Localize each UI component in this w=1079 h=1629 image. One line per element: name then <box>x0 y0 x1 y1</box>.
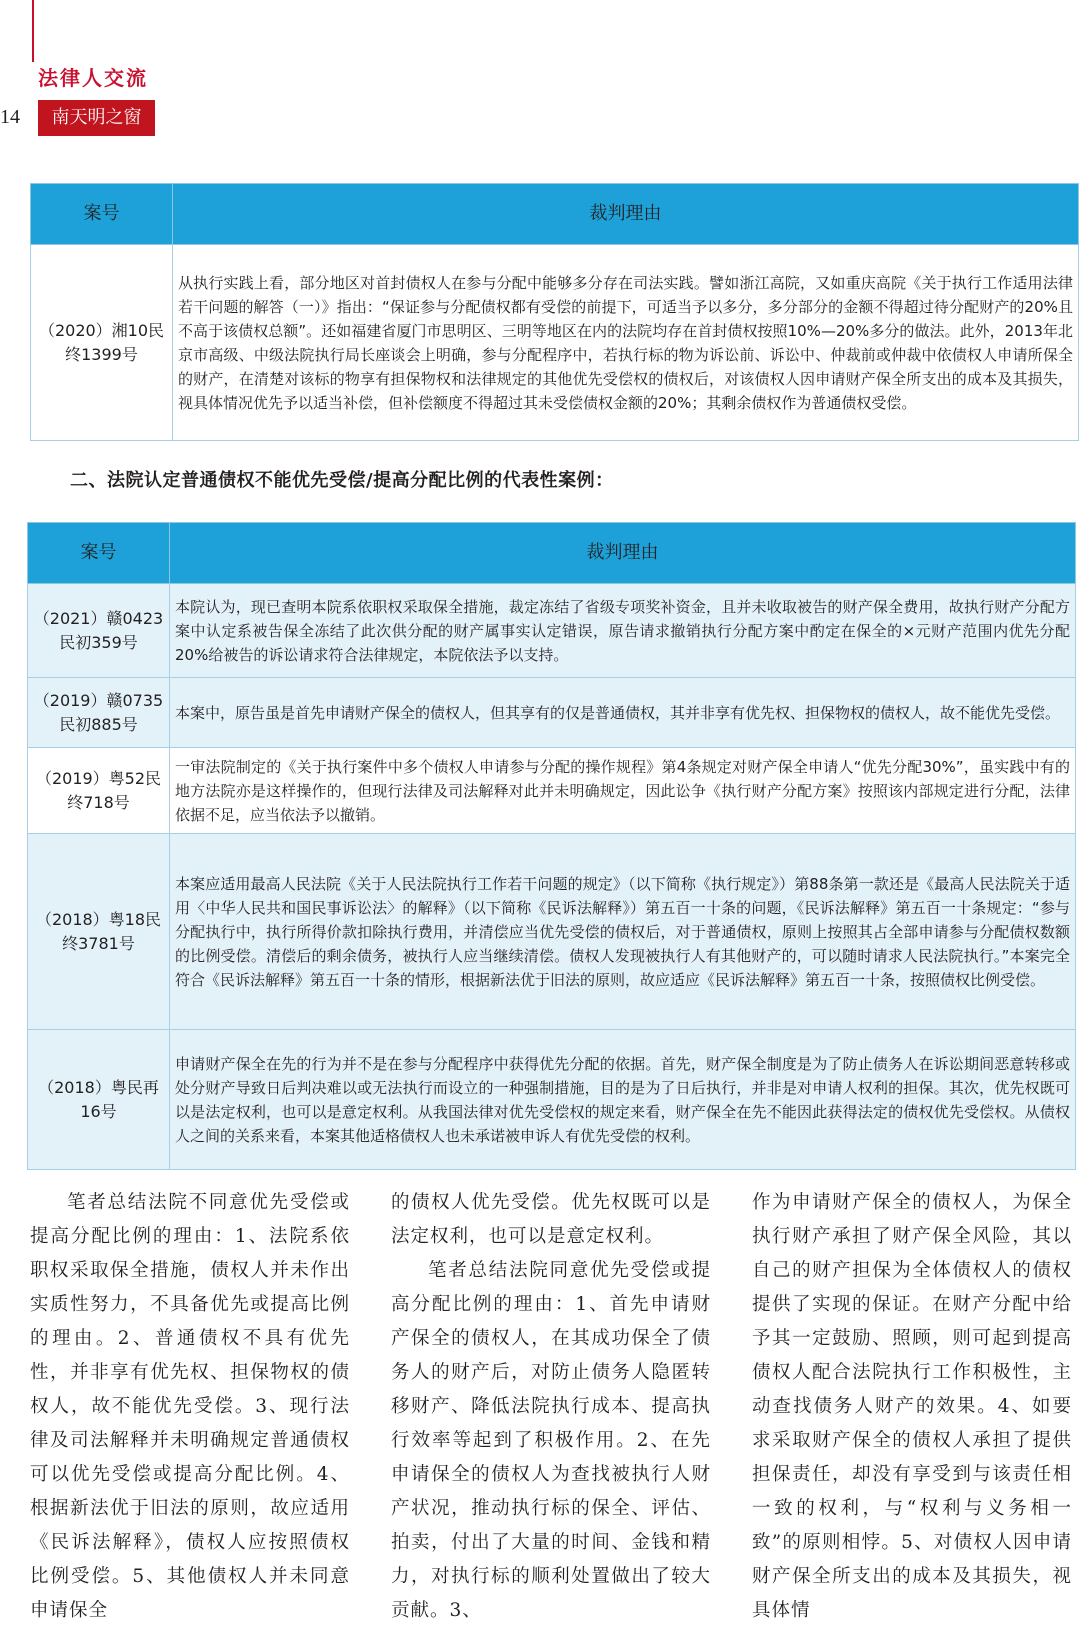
case-reason: 本案中，原告虽是首先申请财产保全的债权人，但其享有的仅是普通债权，其并非享有优先权、担保物权的债权人，故不能优先受偿。 <box>170 678 1076 748</box>
case-table-2 <box>27 522 1076 1170</box>
header-case-no: 案号 <box>31 184 173 245</box>
case-table-1 <box>30 183 1079 441</box>
body-column-2 <box>391 1186 711 1629</box>
case-reason: 从执行实践上看，部分地区对首封债权人在参与分配中能够多分存在司法实践。譬如浙江高院，又如重庆高院《关于执行工作适用法律若干问题的解答（一）》指出：“保证参与分配债权都有受偿的前提下，可适当予以多分，多分部分的金额不得超过待分配财产的20%且不高于该债权总额”。还如福建省厦门市思明区、三明等地区在内的法院均存在首封债权按照10%—20%多分的做法。此外，2013年北京市高级、中级法院执行局长座谈会上明确，参与分配程序中，若执行标的物为诉讼前、诉讼中、仲裁前或仲裁中依债权人申请所保全的财产，在清楚对该标的物享有担保物权和法律规定的其他优先受偿权的债权后，对该债权人因申请财产保全所支出的成本及其损失，视具体情况优先予以适当补偿，但补偿额度不得超过其未受偿债权金额的20%；其剩余债权作为普通债权受偿。 <box>173 245 1079 441</box>
case-reason: 本案应适用最高人民法院《关于人民法院执行工作若干问题的规定》（以下简称《执行规定》）第88条第一款还是《最高人民法院关于适用〈中华人民共和国民事诉讼法〉的解释》（以下简称《民诉法解释》）第五百一十条的问题，《民诉法解释》第五百一十条规定：“参与分配执行中，执行所得价款扣除执行费用，并清偿应当优先受偿的债权后，对于普通债权，原则上按照其占全部申请参与分配债权数额的比例受偿。清偿后的剩余债务，被执行人应当继续清偿。债权人发现被执行人有其他财产的，可以随时请求人民法院执行。”本案完全符合《民诉法解释》第五百一十条的情形，根据新法优于旧法的原则，故应适应《民诉法解释》第五百一十条，按照债权比例受偿。 <box>170 834 1076 1030</box>
table-row <box>28 678 1076 748</box>
case-reason: 一审法院制定的《关于执行案件中多个债权人申请参与分配的操作规程》第4条规定对财产保全申请人“优先分配30%”，虽实践中有的地方法院亦是这样操作的，但现行法律及司法解释对此并未明确规定，因此讼争《执行财产分配方案》按照该内部规定进行分配，法律依据不足，应当依法予以撤销。 <box>170 748 1076 834</box>
case-reason: 本院认为，现已查明本院系依职权采取保全措施，裁定冻结了省级专项奖补资金，且并未收取被告的财产保全费用，故执行财产分配方案中认定系被告保全冻结了此次供分配的财产属事实认定错误，原告请求撤销执行分配方案中酌定在保全的×元财产范围内优先分配20%给被告的诉讼请求符合法律规定，本院依法予以支持。 <box>170 584 1076 678</box>
header-case-no: 案号 <box>28 523 170 584</box>
page-number: 14 <box>0 106 20 128</box>
table-header-row <box>28 523 1076 584</box>
table-row <box>31 245 1079 441</box>
body-column-3 <box>752 1186 1072 1629</box>
table-row <box>28 1030 1076 1170</box>
column-tag: 南天明之窗 <box>38 100 155 136</box>
section-title: 法律人交流 <box>38 66 148 90</box>
case-number: （2020）湘10民终1399号 <box>31 245 173 441</box>
header-vertical-line <box>32 0 34 62</box>
case-number: （2019）粤52民终718号 <box>28 748 170 834</box>
paragraph: 作为申请财产保全的债权人，为保全执行财产承担了财产保全风险，其以自己的财产担保为全体债权人的债权提供了实现的保证。在财产分配中给予其一定鼓励、照顾，则可起到提高债权人配合法院执行工作积极性，主动查找债务人财产的效果。4、如要求采取财产保全的债权人承担了提供担保责任，却没有享受到与该责任相一致的权利，与“权利与义务相一致”的原则相悖。5、对债权人因申请财产保全所支出的成本及其损失，视具体情 <box>752 1192 1072 1621</box>
case-number: （2021）赣0423民初359号 <box>28 584 170 678</box>
table-header-row <box>31 184 1079 245</box>
table-row <box>28 748 1076 834</box>
paragraph: 笔者总结法院同意优先受偿或提高分配比例的理由：1、首先申请财产保全的债权人，在其成功保全了债务人的财产后，对防止债务人隐匿转移财产、降低法院执行成本、提高执行效率等起到了积极作用。2、在先申请保全的债权人为查找被执行人财产状况，推动执行标的保全、评估、拍卖，付出了大量的时间、金钱和精力，对执行标的顺利处置做出了较大贡献。3、 <box>391 1260 711 1621</box>
section-heading: 二、法院认定普通债权不能优先受偿/提高分配比例的代表性案例： <box>70 470 614 491</box>
table-row <box>28 834 1076 1030</box>
paragraph: 笔者总结法院不同意优先受偿或提高分配比例的理由：1、法院系依职权采取保全措施，债权人并未作出实质性努力，不具备优先或提高比例的理由。2、普通债权不具有优先性，并非享有优先权、担保物权的债权人，故不能优先受偿。3、现行法律及司法解释并未明确规定普通债权可以优先受偿或提高分配比例。4、根据新法优于旧法的原则，故应适用《民诉法解释》，债权人应按照债权比例受偿。5、其他债权人并未同意申请保全 <box>30 1192 350 1621</box>
body-column-1 <box>30 1186 350 1629</box>
case-number: （2018）粤民再16号 <box>28 1030 170 1170</box>
table-row <box>28 584 1076 678</box>
case-number: （2019）赣0735民初885号 <box>28 678 170 748</box>
case-number: （2018）粤18民终3781号 <box>28 834 170 1030</box>
paragraph: 的债权人优先受偿。优先权既可以是法定权利，也可以是意定权利。 <box>391 1192 711 1247</box>
case-reason: 申请财产保全在先的行为并不是在参与分配程序中获得优先分配的依据。首先，财产保全制度是为了防止债务人在诉讼期间恶意转移或处分财产导致日后判决难以或无法执行而设立的一种强制措施，目的是为了日后执行，并非是对申请人权利的担保。其次，优先权既可以是法定权利，也可以是意定权利。从我国法律对优先受偿权的规定来看，财产保全在先不能因此获得法定的债权优先受偿权。从债权人之间的关系来看，本案其他适格债权人也未承诺被申诉人有优先受偿的权利。 <box>170 1030 1076 1170</box>
header-reason: 裁判理由 <box>170 523 1076 584</box>
header-reason: 裁判理由 <box>173 184 1079 245</box>
